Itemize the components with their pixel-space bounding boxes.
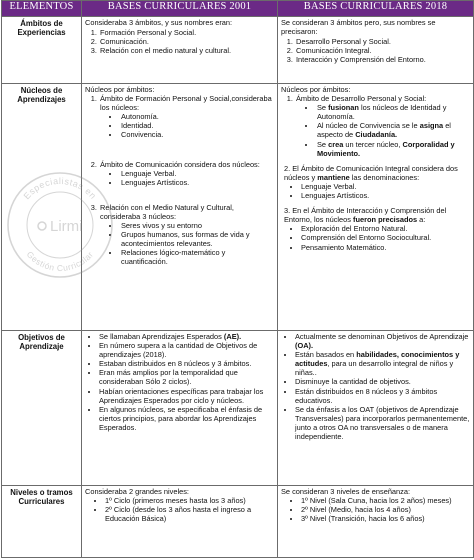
text-part: el aspecto de — [317, 121, 451, 140]
list-item: • En número supera a la cantidad de Objetivos de aprendizajes (2018). — [99, 341, 274, 359]
list-item: • Lenguaje Verbal. — [301, 182, 470, 191]
text-part: Actualmente se denominan Objetivos de Aprendizaje — [295, 332, 469, 341]
text-part: Se — [317, 139, 329, 149]
list-item — [316, 103, 470, 121]
nucleo-list — [296, 103, 470, 158]
nucleos-2018-ambito-3-heading — [281, 206, 470, 224]
list-item: 2. Comunicación Integral. — [295, 46, 470, 55]
list-item: • Exploración del Entorno Natural. — [301, 224, 470, 233]
list-item: • 2º Nivel (Medio, hacia los 4 años) — [301, 505, 470, 514]
list-item — [295, 94, 470, 158]
list-item: 3. Interacción y Comprensión del Entorno. — [295, 55, 470, 64]
list-item: 1. Desarrollo Personal y Social. — [295, 37, 470, 46]
list-item — [295, 332, 470, 350]
cell-niveles-2001 — [82, 486, 278, 558]
list-item: • Lenguajes Artísticos. — [301, 191, 470, 200]
cell-objetivos-2001 — [82, 331, 278, 486]
list-item: • Estaban distribuidos en 8 núcleos y 3 ámbitos. — [99, 359, 274, 368]
list-item: • Disminuye la cantidad de objetivos. — [295, 377, 470, 386]
ambito-heading: Ámbito de Desarrollo Personal y Social: — [296, 94, 427, 104]
row-ambitos — [2, 17, 474, 84]
ambito-heading: Ámbito de Comunicación considera dos núcleos: — [100, 159, 260, 169]
nucleo-list — [100, 112, 274, 139]
nucleos-2018-ambito-2-heading — [281, 164, 470, 182]
list-item — [295, 350, 470, 377]
list-item: • Seres vivos y su entorno — [120, 221, 274, 230]
header-elementos: ELEMENTOS — [2, 1, 82, 17]
nucleo-list — [281, 182, 470, 200]
label-ambitos: Ámbitos de Experiencias — [2, 17, 82, 84]
ambitos-2018-intro: Se consideran 3 ámbitos pero, sus nombres se precisaron: — [281, 18, 436, 37]
ambito-heading: Ámbito de Formación Personal y Social,consideraba los núcleos: — [100, 94, 272, 113]
list-item: • Relaciones lógico-matemático y cuantificación. — [120, 248, 274, 266]
watermark-bottom-text: Gestión Curricular — [24, 249, 96, 274]
text-part: 2. El Ámbito de Comunicación Integral considera dos núcleos y — [284, 163, 458, 182]
label-niveles: Niveles o tramos Curriculares — [2, 486, 82, 558]
list-item: • 1º Ciclo (primeros meses hasta los 3 años) — [105, 496, 274, 505]
list-item — [99, 332, 274, 341]
emphasis: Corporalidad y Movimiento. — [317, 139, 455, 158]
nucleo-list — [100, 169, 274, 187]
header-row — [2, 1, 474, 17]
list-item: • 2º Ciclo (desde los 3 años hasta el ingreso a Educación Básica) — [105, 505, 274, 523]
emphasis: habilidades, conocimientos y actitudes — [295, 350, 460, 369]
watermark-top-text: Especialistas en — [21, 175, 99, 202]
emphasis: crea — [328, 139, 344, 149]
list-item — [99, 203, 274, 267]
list-item: • Lenguajes Artísticos. — [120, 178, 274, 187]
list-item: • Se da énfasis a los OAT (objetivos de Aprendizaje Transversales) para incorporarlos permanentemente, junto a otros OA no transversales o de manera independiente. — [295, 405, 470, 441]
niveles-2018-list — [281, 496, 470, 523]
objetivos-2018-list — [281, 332, 470, 441]
list-item: • 3º Nivel (Transición, hacia los 6 años) — [301, 514, 470, 523]
emphasis: Ciudadanía. — [355, 130, 398, 140]
cell-niveles-2018 — [278, 486, 474, 558]
list-item: • Eran más amplios por la temporalidad que consideraban Sólo 2 ciclos). — [99, 368, 274, 386]
nucleos-2018-ambito-1 — [281, 94, 470, 158]
text-part: , para un desarrollo integral de niños y niñas.. — [295, 359, 454, 378]
nucleo-list — [100, 221, 274, 266]
cell-nucleos-2001 — [82, 84, 278, 331]
header-bases-2018: BASES CURRICULARES 2018 — [278, 1, 474, 17]
text-part: los núcleos de Identidad y Autonomía. — [317, 103, 447, 122]
list-item: 2. Comunicación. — [99, 37, 274, 46]
header-bases-2001: BASES CURRICULARES 2001 — [82, 1, 278, 17]
list-item: • Comprensión del Entorno Sociocultural. — [301, 233, 470, 242]
list-item: 1. Formación Personal y Social. — [99, 28, 274, 37]
list-item: • Habían orientaciones específicas para trabajar los Aprendizajes Esperados por ciclo y núcleos. — [99, 387, 274, 405]
niveles-2018-intro: Se consideran 3 niveles de enseñanza: — [281, 487, 411, 496]
comparison-table — [1, 0, 474, 558]
emphasis: (OA). — [295, 341, 314, 351]
emphasis: (AE). — [223, 332, 242, 341]
ambitos-2001-list — [85, 28, 274, 55]
text-part: Se llamaban Aprendizajes Esperados — [99, 332, 224, 341]
cell-nucleos-2018 — [278, 84, 474, 331]
nucleos-2001-intro: Núcleos por ámbitos: — [85, 85, 155, 94]
emphasis: fueron precisados — [353, 215, 418, 225]
list-item: • En algunos núcleos, se especificaba el énfasis de ciertos principios, para abordar los Aprendizajes Esperados. — [99, 405, 274, 432]
list-item: • Lenguaje Verbal. — [120, 169, 274, 178]
ambito-heading: Relación con el Medio Natural y Cultural, consideraba 3 núcleos: — [100, 202, 234, 221]
list-item: • Identidad. — [120, 121, 274, 130]
list-item: • Autonomía. — [120, 112, 274, 121]
niveles-2001-intro: Consideraba 2 grandes niveles: — [85, 487, 189, 496]
text-part: a: — [417, 215, 426, 225]
text-part: Al núcleo de Convivencia se le — [317, 121, 420, 131]
nucleos-2001-ambito-3 — [85, 203, 274, 267]
cell-objetivos-2018 — [278, 331, 474, 486]
text-part: 3. En el Ámbito de Interacción y Comprensión del Entorno, los núcleos — [284, 206, 447, 225]
row-objetivos — [2, 331, 474, 486]
list-item — [316, 121, 470, 139]
emphasis: fusionan — [328, 103, 359, 113]
list-item: • Están distribuidos en 8 núcleos y 3 ámbitos educativos. — [295, 387, 470, 405]
list-item: • Convivencia. — [120, 130, 274, 139]
nucleos-2018-intro: Núcleos por ámbitos: — [281, 85, 351, 94]
text-part: Están basados en — [295, 350, 357, 360]
list-item: • Grupos humanos, sus formas de vida y acontecimientos relevantes. — [120, 230, 274, 248]
cell-ambitos-2001 — [82, 17, 278, 84]
ambitos-2001-intro: Consideraba 3 ámbitos, y sus nombres eran: — [85, 18, 233, 27]
text-part: Se — [317, 103, 329, 113]
list-item — [99, 160, 274, 187]
label-objetivos: Objetivos de Aprendizaje — [2, 331, 82, 486]
nucleo-list — [281, 224, 470, 251]
text-part: un tercer núcleo, — [343, 139, 403, 149]
nucleos-2001-ambito-2 — [85, 160, 274, 187]
emphasis: asigna — [419, 121, 444, 131]
list-item: • 1º Nivel (Sala Cuna, hacia los 2 años) meses) — [301, 496, 470, 505]
nucleos-2001-ambito-1 — [85, 94, 274, 139]
list-item: • Pensamiento Matemático. — [301, 243, 470, 252]
niveles-2001-list — [85, 496, 274, 523]
row-niveles — [2, 486, 474, 558]
list-item — [99, 94, 274, 139]
cell-ambitos-2018 — [278, 17, 474, 84]
row-nucleos — [2, 84, 474, 331]
emphasis: mantiene — [317, 172, 350, 182]
text-part: las denominaciones: — [349, 172, 420, 182]
ambitos-2018-list — [281, 37, 470, 64]
label-nucleos: Núcleos de Aprendizajes — [2, 84, 82, 331]
objetivos-2001-list — [85, 332, 274, 432]
list-item: 3. Relación con el medio natural y cultural. — [99, 46, 274, 55]
watermark-brand: Lirmi — [50, 218, 83, 235]
list-item — [316, 140, 470, 158]
